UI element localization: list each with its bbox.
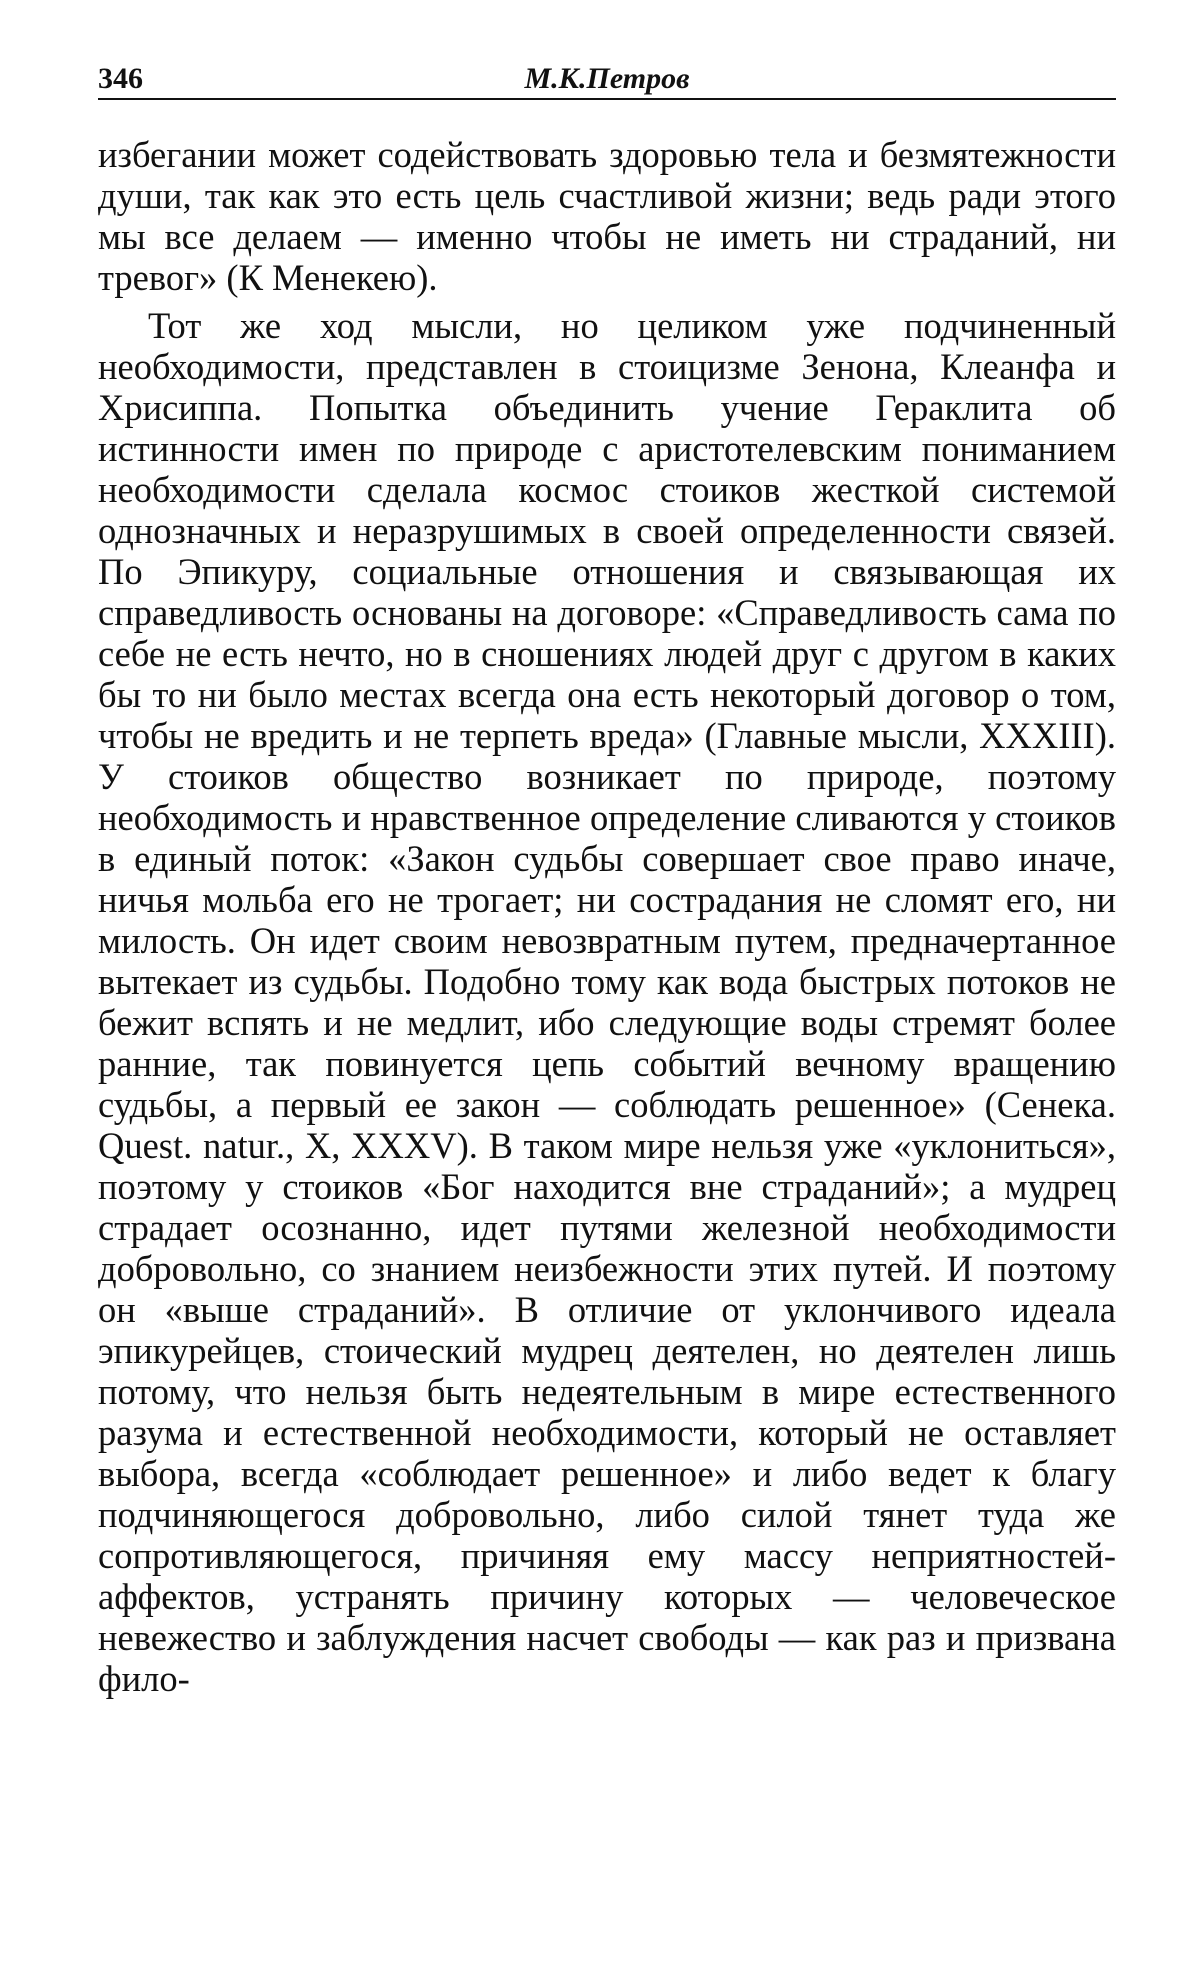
book-page: [98, 52, 1116, 1706]
paragraph-stoicism: Тот же ход мысли, но целиком уже подчиненный необходимости, представлен в стоицизме Зенона, Клеанфа и Хрисиппа. Попытка объединить учение Гераклита об истинности имен по природе с аристотелевским пониманием необходимости сделала космос стоиков жесткой системой однозначных и неразрушимых в своей определенности связей. По Эпикуру, социальные отношения и связывающая их справедливость основаны на договоре: «Справедливость сама по себе не есть нечто, но в сношениях людей друг с другом в каких бы то ни было местах всегда она есть некоторый договор о том, чтобы не вредить и не терпеть вреда» (Главные мысли, XXXIII). У стоиков общество возникает по природе, поэтому необходимость и нравственное определение сливаются у стоиков в единый поток: «Закон судьбы совершает свое право иначе, ничья мольба его не трогает; ни сострадания не сломят его, ни милость. Он идет своим невозвратным путем, предначертанное вытекает из судьбы. Подобно тому как вода быстрых потоков не бежит вспять и не медлит, ибо следующие воды стремят более ранние, так повинуется цепь событий вечному вращению судьбы, а первый ее закон — соблюдать решенное» (Сенека. Quest. natur., X, XXXV). В таком мире нельзя уже «уклониться», поэтому у стоиков «Бог находится вне страданий»; а мудрец страдает осознанно, идет путями железной необходимости добровольно, со знанием неизбежности этих путей. И поэтому он «выше страданий». В отличие от уклончивого идеала эпикурейцев, стоический мудрец деятелен, но деятелен лишь потому, что нельзя быть недеятельным в мире естественного разума и естественной необходимости, который не оставляет выбора, всегда «соблюдает решенное» и либо ведет к благу подчиняющегося добровольно, либо силой тянет туда же сопротивляющегося, причиняя ему массу неприятностей-аффектов, устранять причину которых — человеческое невежество и заблуждения насчет свободы — как раз и призвана фило-: [98, 305, 1116, 1699]
body-text: [98, 134, 1116, 1699]
running-head-author: М.К.Петров: [524, 62, 690, 95]
paragraph-continuation: избегании может содействовать здоровью тела и безмятежности души, так как это есть цель счастливой жизни; ведь ради этого мы все делаем — именно чтобы не иметь ни страданий, ни тревог» (К Менекею).: [98, 134, 1116, 298]
page-number: 346: [98, 62, 143, 95]
page-header: [98, 52, 1116, 100]
